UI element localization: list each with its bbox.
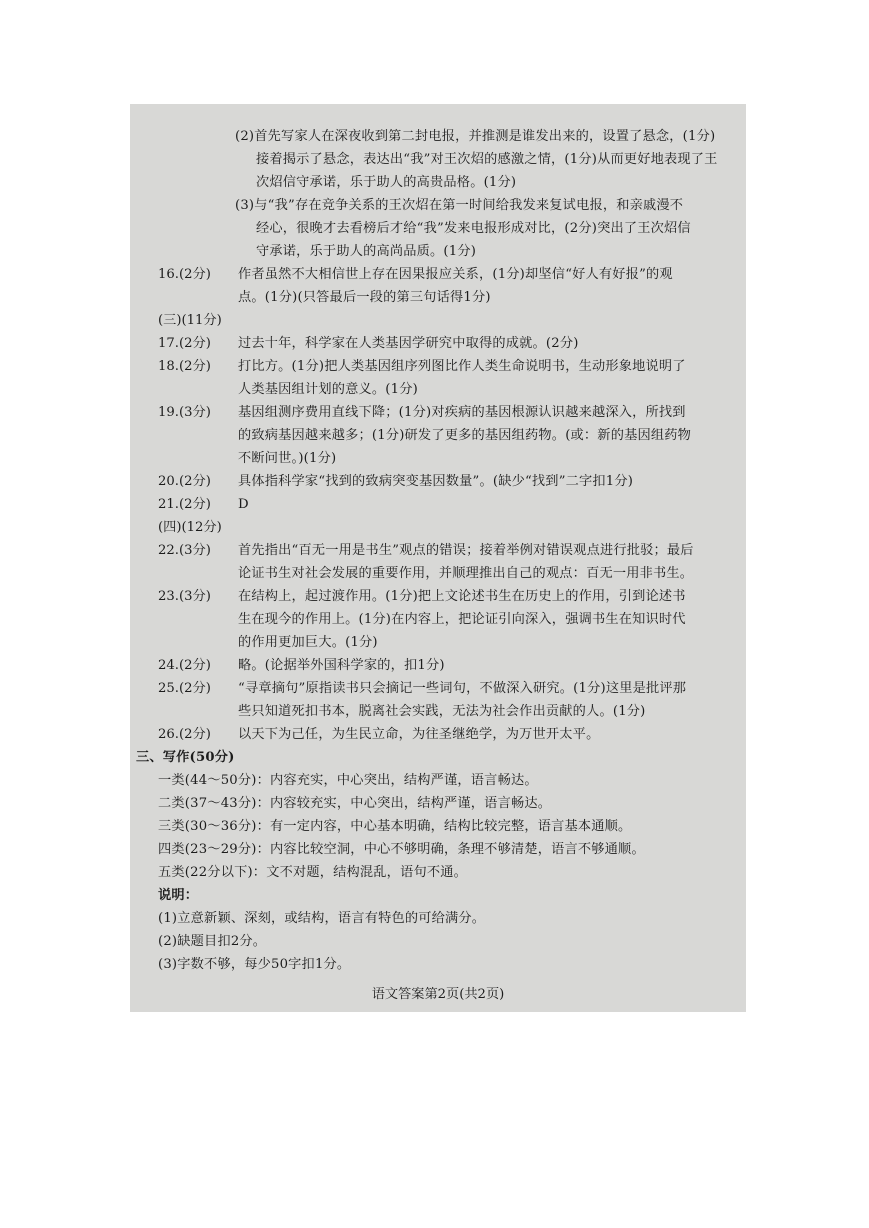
- section-4-heading: (四)(12分): [158, 520, 222, 535]
- writing-grade-5: 五类(22分以下)：文不对题，结构混乱，语句不通。: [158, 865, 468, 880]
- q26-line1: 以天下为己任，为生民立命，为往圣继绝学，为万世开太平。: [238, 727, 600, 742]
- writing-grade-3: 三类(30～36分)：有一定内容，中心基本明确，结构比较完整，语言基本通顺。: [158, 819, 632, 834]
- q18-line2: 人类基因组计划的意义。(1分): [238, 382, 418, 397]
- q25-line2: 些只知道死扣书本，脱离社会实践，无法为社会作出贡献的人。(1分): [238, 704, 646, 719]
- writing-note-label: 说明：: [158, 888, 199, 903]
- q22-line1: 首先指出“百无一用是书生”观点的错误；接着举例对错误观点进行批驳；最后: [238, 543, 694, 558]
- writing-heading: 三、写作(50分): [136, 750, 235, 765]
- q18-number: 18.(2分): [158, 359, 211, 374]
- q25-line1: “寻章摘句”原指读书只会摘记一些词句，不做深入研究。(1分)这里是批评那: [238, 681, 687, 696]
- writing-note-3: (3)字数不够，每少50字扣1分。: [158, 957, 351, 972]
- q23-number: 23.(3分): [158, 589, 211, 604]
- page-footer: 语文答案第2页(共2页): [371, 987, 505, 1002]
- q15-3-line1: (3)与“我”存在竞争关系的王次炤在第一时间给我发来复试电报，和亲戚漫不: [235, 198, 684, 213]
- q15-3-line3: 守承诺，乐于助人的高尚品质。(1分): [256, 244, 477, 259]
- writing-note-2: (2)缺题目扣2分。: [158, 934, 267, 949]
- q16-line1: 作者虽然不大相信世上存在因果报应关系，(1分)却坚信“好人有好报”的观: [238, 267, 673, 282]
- q17-number: 17.(2分): [158, 336, 211, 351]
- q23-line3: 的作用更加巨大。(1分): [238, 635, 378, 650]
- writing-grade-4: 四类(23～29分)：内容比较空洞，中心不够明确，条理不够清楚，语言不够通顺。: [158, 842, 645, 857]
- q21-number: 21.(2分): [158, 497, 211, 512]
- q19-line2: 的致病基因越来越多；(1分)研发了更多的基因组药物。(或：新的基因组药物: [238, 428, 692, 443]
- q16-line2: 点。(1分)(只答最后一段的第三句话得1分): [238, 290, 491, 305]
- writing-grade-2: 二类(37～43分)：内容较充实，中心突出，结构严谨，语言畅达。: [158, 796, 552, 811]
- q22-number: 22.(3分): [158, 543, 211, 558]
- q23-line1: 在结构上，起过渡作用。(1分)把上文论述书生在历史上的作用，引到论述书: [238, 589, 686, 604]
- q26-number: 26.(2分): [158, 727, 211, 742]
- q19-number: 19.(3分): [158, 405, 211, 420]
- writing-note-1: (1)立意新颖、深刻，或结构，语言有特色的可给满分。: [158, 911, 486, 926]
- q19-line1: 基因组测序费用直线下降；(1分)对疾病的基因根源认识越来越深入，所找到: [238, 405, 686, 420]
- q19-line3: 不断问世。)(1分): [238, 451, 337, 466]
- answer-content: [130, 104, 746, 1012]
- q16-number: 16.(2分): [158, 267, 211, 282]
- q17-line1: 过去十年，科学家在人类基因学研究中取得的成就。(2分): [238, 336, 579, 351]
- q15-3-line2: 经心，很晚才去看榜后才给“我”发来电报形成对比，(2分)突出了王次炤信: [256, 221, 691, 236]
- q15-2-line2: 接着揭示了悬念，表达出“我”对王次炤的感激之情，(1分)从而更好地表现了王: [256, 152, 718, 167]
- scanned-answer-page: [130, 104, 746, 1012]
- writing-grade-1: 一类(44～50分)：内容充实，中心突出，结构严谨，语言畅达。: [158, 773, 538, 788]
- q20-line1: 具体指科学家“找到的致病突变基因数量”。(缺少“找到”二字扣1分): [238, 474, 634, 489]
- q21-line1: D: [238, 497, 249, 512]
- q23-line2: 生在现今的作用上。(1分)在内容上，把论证引向深入，强调书生在知识时代: [238, 612, 686, 627]
- q24-line1: 略。(论据举外国科学家的，扣1分): [238, 658, 445, 673]
- q18-line1: 打比方。(1分)把人类基因组序列图比作人类生命说明书，生动形象地说明了: [238, 359, 686, 374]
- q20-number: 20.(2分): [158, 474, 211, 489]
- q22-line2: 论证书生对社会发展的重要作用，并顺理推出自己的观点：百无一用非书生。: [238, 566, 694, 581]
- q15-2-line1: (2)首先写家人在深夜收到第二封电报，并推测是谁发出来的，设置了悬念，(1分): [235, 129, 716, 144]
- section-3-heading: (三)(11分): [158, 313, 222, 328]
- q25-number: 25.(2分): [158, 681, 211, 696]
- q15-2-line3: 次炤信守承诺，乐于助人的高贵品格。(1分): [256, 175, 517, 190]
- q24-number: 24.(2分): [158, 658, 211, 673]
